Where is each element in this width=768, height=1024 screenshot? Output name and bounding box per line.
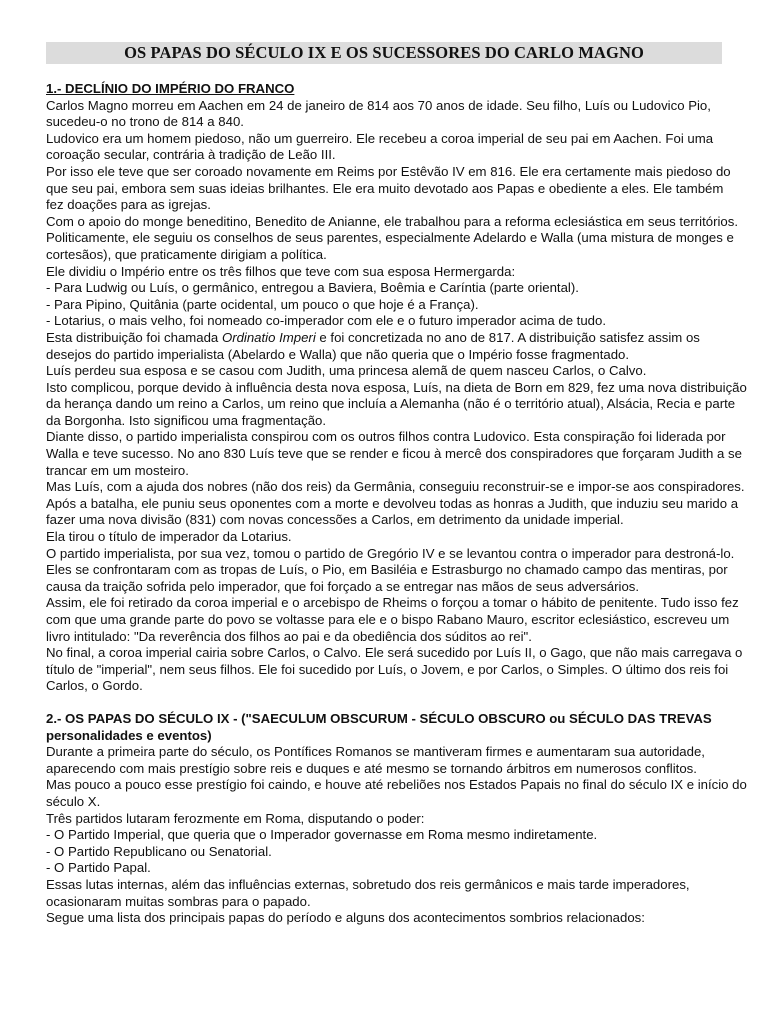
paragraph-line-ordinatio bbox=[46, 330, 722, 347]
paragraph-line: O partido imperialista, por sua vez, tomou o partido de Gregório IV e se levantou contra o imperador para destroná-lo. bbox=[46, 545, 735, 561]
paragraph-line: Ele dividiu o Império entre os três filhos que teve com sua esposa Hermergarda: bbox=[46, 263, 516, 279]
paragraph-line: desejos do partido imperialista (Abelardo e Walla) que não queria que o Império fosse fragmentado. bbox=[46, 346, 630, 362]
paragraph-line: Carlos Magno morreu em Aachen em 24 de janeiro de 814 aos 70 anos de idade. Seu filho, Luís ou Ludovico Pio, bbox=[46, 97, 711, 113]
paragraph-line: Ludovico era um homem piedoso, não um guerreiro. Ele recebeu a coroa imperial de seu pai em Aachen. Foi uma bbox=[46, 130, 714, 146]
paragraph-line: Essas lutas internas, além das influências externas, sobretudo dos reis germânicos e mais tarde imperadores, bbox=[46, 876, 690, 892]
paragraph-line: fazer uma nova divisão (831) com novas concessões a Carlos, em detrimento da unidade imperial. bbox=[46, 512, 624, 528]
paragraph-line: da herança dando um reino a Carlos, um reino que incluía a Alemanha (não é o território atual), Alsácia, Recia e parte bbox=[46, 396, 736, 412]
text-run: e foi concretizada no ano de 817. A distribuição satisfez assim os bbox=[315, 329, 700, 345]
section-2-body bbox=[46, 744, 747, 927]
document-title: OS PAPAS DO SÉCULO IX E OS SUCESSORES DO CARLO MAGNO bbox=[46, 42, 722, 64]
paragraph-line: ocasionaram muitas sombras para o papado. bbox=[46, 893, 311, 909]
paragraph-line: aparecendo com mais prestígio sobre reis e duques e até mesmo se tornando árbitros em numerosos conflitos. bbox=[46, 760, 697, 776]
paragraph-line: Com o apoio do monge beneditino, Benedito de Anianne, ele trabalhou para a reforma eclesiástica em seus territórios. bbox=[46, 213, 739, 229]
paragraph-line: Três partidos lutaram ferozmente em Roma, disputando o poder: bbox=[46, 810, 425, 826]
section-1-heading: 1.- DECLÍNIO DO IMPÉRIO DO FRANCO bbox=[46, 81, 295, 96]
paragraph-line: Mas pouco a pouco esse prestígio foi caindo, e houve até rebeliões nos Estados Papais no final do século IX e início do bbox=[46, 777, 747, 793]
italic-term: Ordinatio Imperi bbox=[221, 329, 316, 345]
paragraph-line: Ela tirou o título de imperador da Lotarius. bbox=[46, 529, 292, 545]
paragraph-line: Após a batalha, ele puniu seus oponentes com a morte e devolveu todas as honras a Judith, que induziu seu marido a bbox=[46, 495, 739, 511]
paragraph-line: cortesãos), que praticamente dirigiam a política. bbox=[46, 246, 327, 262]
paragraph-line: Diante disso, o partido imperialista conspirou com os outros filhos contra Ludovico. Esta conspiração foi liderada por bbox=[46, 429, 726, 445]
section-1-body bbox=[46, 97, 747, 695]
paragraph-line: século X. bbox=[46, 793, 101, 809]
paragraph-line: com que uma grande parte do povo se voltasse para ele e o bispo Rabano Mauro, escritor eclesiástico, escreveu um bbox=[46, 612, 730, 627]
paragraph-line: No final, a coroa imperial cairia sobre Carlos, o Calvo. Ele será sucedido por Luís II, o Gago, que não mais carregava o bbox=[46, 645, 743, 661]
paragraph-line: Segue uma lista dos principais papas do período e alguns dos acontecimentos sombrios relacionados: bbox=[46, 910, 645, 926]
paragraph-line: causa da traição sofrida pelo imperador, que foi forçado a se entregar nas mãos de seus adversários. bbox=[46, 578, 640, 594]
paragraph-line: fez doações para as igrejas. bbox=[46, 197, 211, 213]
paragraph-line: Politicamente, ele seguiu os conselhos de seus parentes, especialmente Adelardo e Walla (uma mistura de monges e bbox=[46, 230, 734, 246]
heading-line: 2.- OS PAPAS DO SÉCULO IX - ("SAECULUM OBSCURUM - SÉCULO OBSCURO ou SÉCULO DAS TREVAS bbox=[46, 710, 712, 726]
list-item: - Para Pipino, Quitânia (parte ocidental, um pouco o que hoje é a França). bbox=[46, 296, 479, 312]
paragraph-line: Eles se confrontaram com as tropas de Luís, o Pio, em Basiléia e Estrasburgo no chamado campo das mentiras, por bbox=[46, 562, 728, 578]
list-item: - O Partido Republicano ou Senatorial. bbox=[46, 843, 272, 859]
paragraph-line: que seu pai, embora sem suas ideias brilhantes. Ele era muito devotado aos Papas e obediente a eles. Ele também bbox=[46, 180, 724, 196]
list-item: - O Partido Imperial, que queria que o Imperador governasse em Roma mesmo indiretamente. bbox=[46, 827, 598, 843]
heading-line: personalidades e eventos) bbox=[46, 727, 212, 743]
paragraph-line: coroação secular, contrária à tradição de Leão III. bbox=[46, 147, 336, 163]
section-2-heading bbox=[46, 711, 722, 744]
document-page bbox=[46, 42, 747, 927]
paragraph-line: Mas Luís, com a ajuda dos nobres (não dos reis) da Germânia, conseguiu reconstruir-se e impor-se aos conspiradores. bbox=[46, 479, 745, 495]
paragraph-line: da Borgonha. Isto significou uma fragmentação. bbox=[46, 412, 327, 428]
paragraph-line: Assim, ele foi retirado da coroa imperial e o arcebispo de Rheims o forçou a tomar o hábito de penitente. Tudo isso fez bbox=[46, 595, 739, 611]
paragraph-line: trancar em um mosteiro. bbox=[46, 462, 189, 478]
paragraph-line: Durante a primeira parte do século, os Pontífices Romanos se mantiveram firmes e aumentaram sua autoridade, bbox=[46, 744, 705, 760]
paragraph-line: Carlos, o Gordo. bbox=[46, 678, 143, 694]
paragraph-line: livro intitulado: "Da reverência dos filhos ao pai e da obediência dos súditos ao rei". bbox=[46, 628, 532, 644]
paragraph-line: sucedeu-o no trono de 814 a 840. bbox=[46, 114, 244, 130]
list-item: - Para Ludwig ou Luís, o germânico, entregou a Baviera, Boêmia e Caríntia (parte oriental). bbox=[46, 280, 579, 296]
list-item: - Lotarius, o mais velho, foi nomeado co-imperador com ele e o futuro imperador acima de tudo. bbox=[46, 313, 607, 329]
text-run: Esta distribuição foi chamada bbox=[46, 329, 222, 345]
paragraph-line: Por isso ele teve que ser coroado novamente em Reims por Estêvão IV em 816. Ele era certamente mais piedoso do bbox=[46, 163, 731, 179]
paragraph-line: Walla e teve sucesso. No ano 830 Luís teve que se render e ficou à mercê dos conspiradores que forçaram Judith a se bbox=[46, 446, 742, 462]
list-item: - O Partido Papal. bbox=[46, 860, 151, 876]
paragraph-line: Luís perdeu sua esposa e se casou com Judith, uma princesa alemã de quem nasceu Carlos, o Calvo. bbox=[46, 363, 647, 379]
paragraph-line: título de "imperial", nem seus filhos. Ele foi sucedido por Luís, o Jovem, e por Carlos, o Simples. O último dos reis foi bbox=[46, 661, 729, 677]
paragraph-line: Isto complicou, porque devido à influência desta nova esposa, Luís, na dieta de Born em 829, fez uma nova distribuição bbox=[46, 379, 747, 395]
